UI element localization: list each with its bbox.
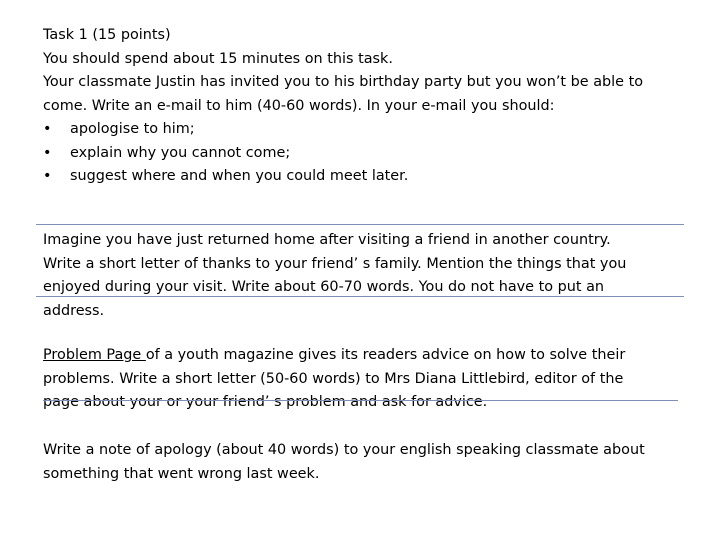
task1-bullet-apologise — [43, 118, 713, 142]
task3-line2: problems. Write a short letter (50-60 words) to Mrs Diana Littlebird, editor of the — [43, 370, 624, 387]
section-divider — [36, 296, 684, 297]
task2-line1: Imagine you have just returned home after visiting a friend in another country. — [43, 232, 611, 248]
task3-line1 — [43, 344, 713, 368]
problem-page-heading: Problem Page — [43, 347, 146, 363]
task3-line3: page about your or your friend’ s problem and ask for advice. — [43, 394, 488, 410]
task3-section — [43, 344, 713, 415]
bullet-icon: • — [43, 144, 52, 161]
task1-bullet-explain — [43, 142, 713, 166]
task1-title: Task 1 (15 points) — [43, 27, 171, 43]
task4-line2: something that went wrong last week. — [43, 465, 320, 482]
bullet-icon: • — [43, 121, 52, 137]
bullet-text: apologise to him; — [70, 121, 195, 137]
task4-section — [43, 439, 713, 486]
task4-line1: Write a note of apology (about 40 words) to your english speaking classmate about — [43, 442, 645, 458]
section-divider — [43, 400, 678, 401]
task1-intro-line2: come. Write an e-mail to him (40-60 words). In your e-mail you should: — [43, 97, 555, 114]
task2-line2: Write a short letter of thanks to your friend’ s family. Mention the things that you — [43, 255, 627, 272]
task1-time-note: You should spend about 15 minutes on this task. — [43, 50, 393, 67]
task3-line1-text: of a youth magazine gives its readers advice on how to solve their — [145, 347, 626, 363]
bullet-text: explain why you cannot come; — [70, 144, 291, 161]
section-divider — [36, 224, 684, 225]
task1-bullet-suggest — [43, 165, 713, 189]
bullet-icon: • — [43, 168, 52, 184]
task1-section — [43, 24, 713, 189]
task2-line4: address. — [43, 302, 105, 319]
task2-section — [43, 229, 713, 323]
task2-line3: enjoyed during your visit. Write about 60-70 words. You do not have to put an — [43, 279, 605, 295]
bullet-text: suggest where and when you could meet later. — [70, 168, 409, 184]
task1-intro-line1: Your classmate Justin has invited you to his birthday party but you won’t be able to — [43, 74, 644, 90]
